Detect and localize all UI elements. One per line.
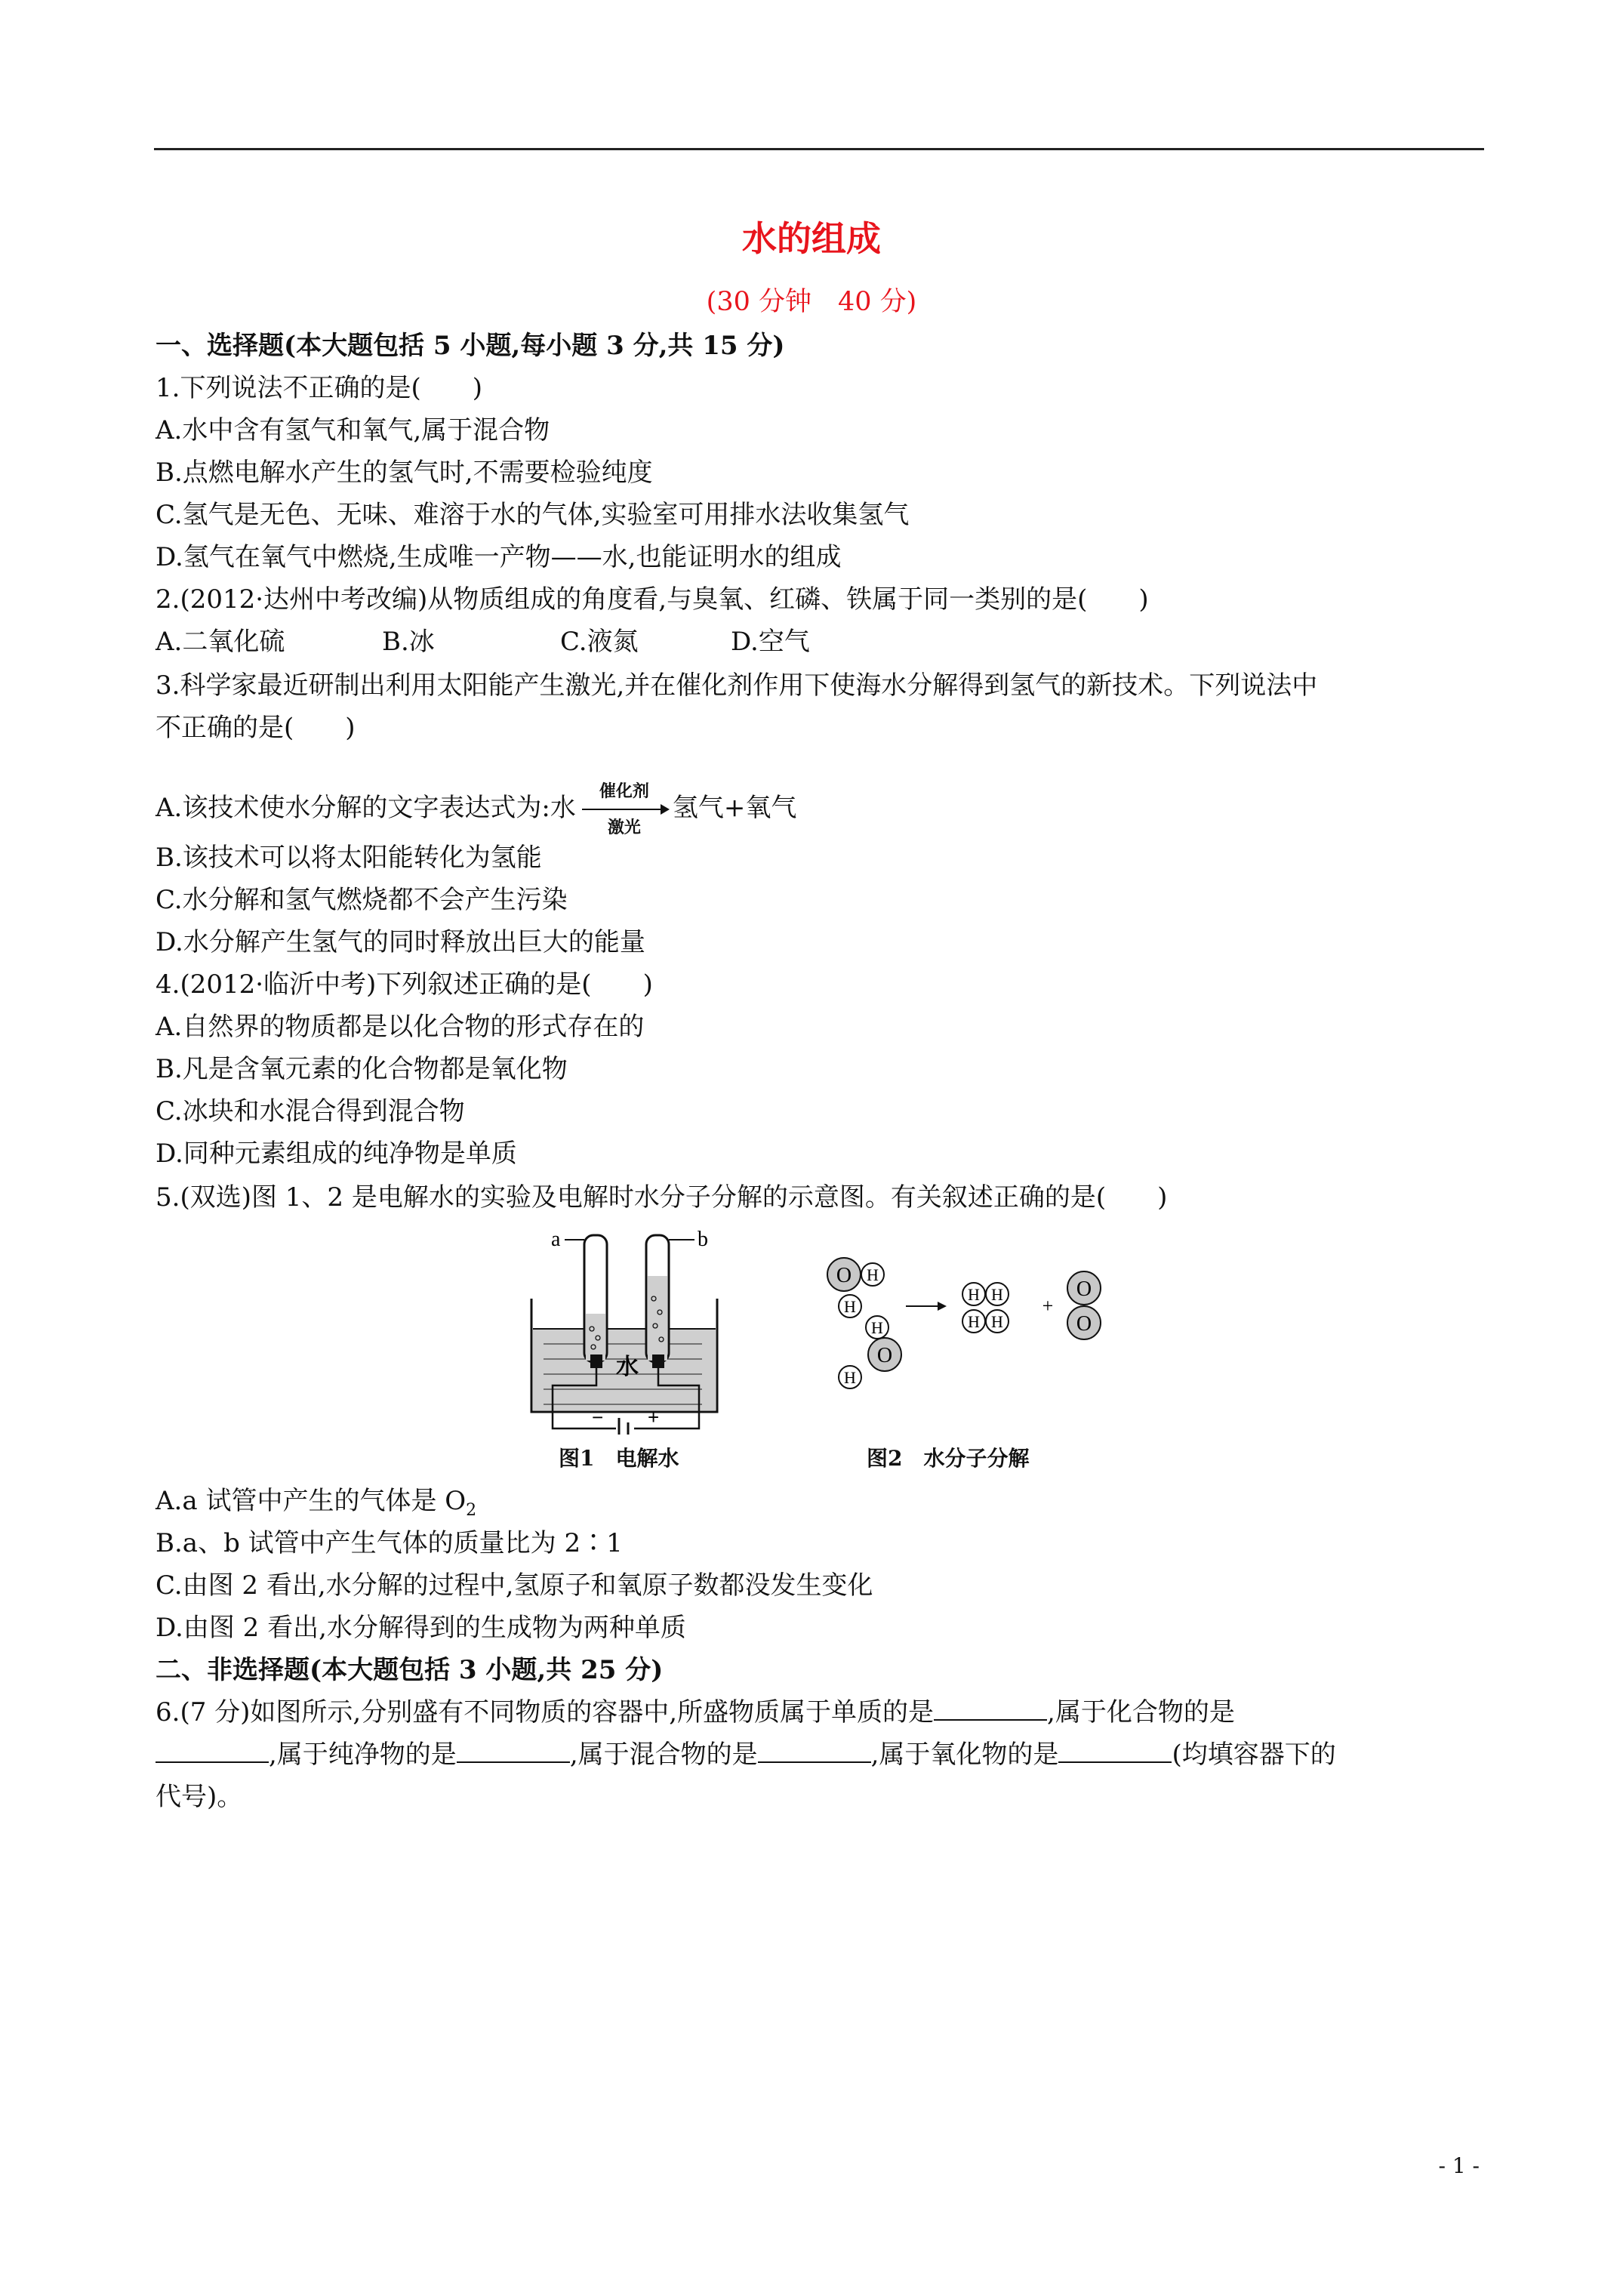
- figure2-caption: 图2 水分子分解: [867, 1446, 1030, 1471]
- atom-h: H: [968, 1312, 980, 1331]
- q3-option-b: B.该技术可以将太阳能转化为氢能: [156, 843, 542, 873]
- atom-h: H: [871, 1318, 883, 1337]
- section1-heading: 一、选择题(本大题包括 5 小题,每小题 3 分,共 15 分): [156, 331, 785, 361]
- q6-line1: [156, 1696, 1235, 1729]
- q5-option-a-subscript: 2: [466, 1500, 477, 1520]
- q6-blank-pure[interactable]: [457, 1739, 570, 1763]
- q6-text-3: ,属于纯净物的是: [269, 1740, 457, 1770]
- q6-blank-element[interactable]: [934, 1697, 1047, 1721]
- q3-option-a-prefix: A.该技术使水分解的文字表达式为:水: [156, 793, 576, 823]
- fig1-water-label: 水: [616, 1354, 639, 1380]
- fig1-label-b: b: [698, 1228, 708, 1251]
- q6-text-4: ,属于混合物的是: [569, 1740, 758, 1770]
- fig1-label-a: a: [551, 1228, 561, 1251]
- q3-option-c: C.水分解和氢气燃烧都不会产生污染: [156, 885, 568, 915]
- atom-h: H: [867, 1265, 879, 1284]
- atom-o: O: [836, 1264, 852, 1287]
- q5-stem: 5.(双选)图 1、2 是电解水的实验及电解时水分子分解的示意图。有关叙述正确的是( ): [156, 1182, 1168, 1213]
- reaction-condition-laser: 激光: [607, 818, 641, 837]
- fig1-plus: +: [648, 1406, 660, 1428]
- section2-heading: 二、非选择题(本大题包括 3 小题,共 25 分): [156, 1655, 664, 1685]
- reaction-condition-catalyst: 催化剂: [599, 781, 649, 801]
- q5-option-c: C.由图 2 看出,水分解的过程中,氢原子和氧原子数都没发生变化: [156, 1570, 873, 1601]
- q4-stem: 4.(2012·临沂中考)下列叙述正确的是( ): [156, 969, 653, 1000]
- q6-blank-oxide[interactable]: [1058, 1739, 1172, 1763]
- atom-h: H: [968, 1285, 980, 1304]
- q1-option-b: B.点燃电解水产生的氢气时,不需要检验纯度: [156, 458, 653, 488]
- q6-blank-mixture[interactable]: [758, 1739, 871, 1763]
- q3-option-a: [156, 781, 797, 837]
- q2-option-c: C.液氮: [560, 627, 639, 657]
- atom-o: O: [1076, 1312, 1092, 1336]
- q1-stem: 1.下列说法不正确的是( ): [156, 373, 482, 403]
- q4-option-b: B.凡是含氧元素的化合物都是氧化物: [156, 1054, 568, 1084]
- page-subtitle: (30 分钟 40 分): [706, 287, 917, 317]
- q6-blank-compound[interactable]: [156, 1739, 269, 1763]
- atom-o: O: [876, 1344, 893, 1367]
- atom-h: H: [991, 1312, 1003, 1331]
- page-number: - 1 -: [1438, 2153, 1480, 2178]
- q2-options: [156, 625, 810, 658]
- q2-option-b: B.冰: [382, 627, 435, 657]
- q5-option-d: D.由图 2 看出,水分解得到的生成物为两种单质: [156, 1613, 686, 1643]
- atom-o: O: [1076, 1277, 1092, 1301]
- fig1-minus: −: [592, 1406, 604, 1428]
- q3-stem-line2: 不正确的是( ): [156, 713, 356, 743]
- figure1-electrolysis: [513, 1223, 740, 1435]
- q1-option-a: A.水中含有氢气和氧气,属于混合物: [156, 415, 550, 445]
- q5-option-a-text: A.a 试管中产生的气体是 O: [156, 1486, 467, 1516]
- q1-option-d: D.氢气在氧气中燃烧,生成唯一产物——水,也能证明水的组成: [156, 542, 842, 572]
- q6-line3: 代号)。: [156, 1782, 243, 1812]
- figure2-molecule-decomposition: [815, 1246, 1132, 1404]
- atom-h: H: [844, 1368, 856, 1387]
- page-title: 水的组成: [742, 218, 881, 259]
- q2-option-d: D.空气: [731, 627, 810, 657]
- header-rule: [154, 148, 1484, 150]
- q6-text-5: ,属于氧化物的是: [870, 1740, 1059, 1770]
- atom-h: H: [844, 1297, 856, 1316]
- q4-option-d: D.同种元素组成的纯净物是单质: [156, 1139, 517, 1169]
- q2-option-a: A.二氧化硫: [156, 627, 285, 657]
- q3-option-d: D.水分解产生氢气的同时释放出巨大的能量: [156, 927, 645, 957]
- q6-text-2: ,属于化合物的是: [1047, 1697, 1235, 1727]
- fig2-plus: +: [1042, 1295, 1054, 1317]
- q6-text-6: (均填容器下的: [1172, 1740, 1336, 1770]
- q3-stem-line1: 3.科学家最近研制出利用太阳能产生激光,并在催化剂作用下使海水分解得到氢气的新技术。下列说法中: [156, 670, 1318, 701]
- q6-text-1: 6.(7 分)如图所示,分别盛有不同物质的容器中,所盛物质属于单质的是: [156, 1697, 935, 1727]
- q3-option-a-suffix: 氢气+氧气: [672, 793, 797, 823]
- q4-option-a: A.自然界的物质都是以化合物的形式存在的: [156, 1012, 645, 1042]
- atom-h: H: [991, 1285, 1003, 1304]
- reaction-arrow: [579, 781, 670, 837]
- q6-line2: [156, 1738, 1336, 1771]
- figure1-caption: 图1 电解水: [559, 1446, 679, 1471]
- q2-stem: 2.(2012·达州中考改编)从物质组成的角度看,与臭氧、红磷、铁属于同一类别的是( ): [156, 584, 1149, 615]
- q4-option-c: C.冰块和水混合得到混合物: [156, 1096, 465, 1126]
- q5-option-b: B.a、b 试管中产生气体的质量比为 2∶1: [156, 1528, 623, 1558]
- q5-option-a: [156, 1484, 476, 1527]
- q1-option-c: C.氢气是无色、无味、难溶于水的气体,实验室可用排水法收集氢气: [156, 500, 910, 530]
